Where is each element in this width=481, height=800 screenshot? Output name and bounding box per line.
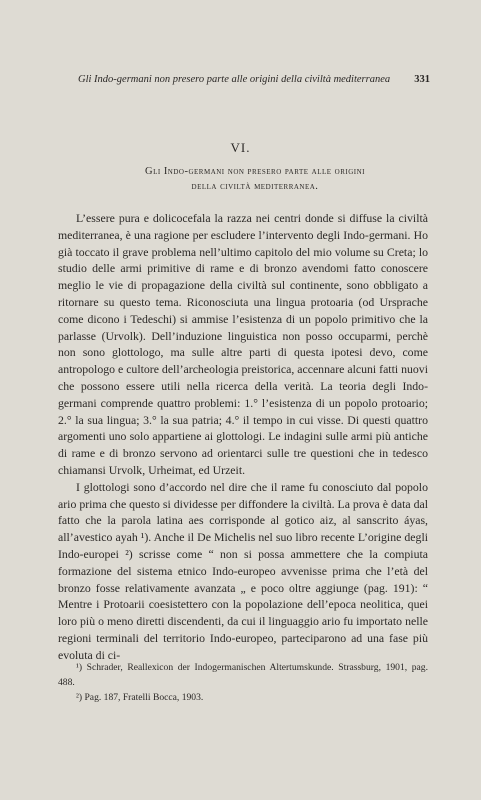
running-header [78,74,430,85]
footnote-1: ¹) Schrader, Reallexicon der Indogermanischen Altertumskunde. Strassburg, 1901, pag. 488. [58,662,428,688]
body-text [58,210,428,664]
footnotes [58,660,428,705]
chapter-title-line1: Gli Indo-germani non presero parte alle origini [145,166,365,177]
page-number: 331 [414,74,430,85]
chapter-number: VI. [230,140,251,155]
footnote-2: ²) Pag. 187, Fratelli Bocca, 1903. [76,692,204,703]
chapter-title-line2: della civiltà mediterranea. [191,181,319,192]
paragraph-2: I glottologi sono d’accordo nel dire che il rame fu conosciuto dal popolo ario prima che questo si dividesse per diffondere la civiltà. La prova è data dal fatto che la parola latina aes corrisponde al gotico aiz, al sanscrito áyas, all’avestico ayah ¹). Anche il De Michelis nel suo libro recente L’origine degli Indo-europei ²) scrisse come “ non si possa ammettere che la compiuta formazione del sistema etnico Indo-europeo avvenisse prima che l’età del bronzo fosse relativamente avanzata „ e poco oltre aggiunge (pag. 191): “ Mentre i Protoarii coesistettero con la popolazione dell’epoca neolitica, quei loro più o meno diretti discendenti, da cui il linguaggio ario fu importato nelle regioni terminali del territorio Indo-europeo, parteciparono ad una fase più evoluta di ci- [58,479,428,662]
paragraph-1: L’essere pura e dolicocefala la razza nei centri donde si diffuse la civiltà mediterranea, è una ragione per escludere l’intervento degli Indo-germani. Ho già toccato il grave problema nell’ultimo capitolo del mio volume su Creta; lo studio delle armi primitive di rame e di bronzo avendomi fatto conoscere meglio le vie di propagazione della civiltà sul continente, sono obbligato a ritornare su questo tema. Riconosciuta una lingua protoaria (od Ursprache come dicono i Tedeschi) si ammise l’esistenza di un popolo primitivo che la parlasse (Urvolk). Dell’induzione linguistica non posso occuparmi, perchè non sono glottologo, ma sulle altre parti di questa ipotesi devo, come antropologo e cultore dell’archeologia preistorica, accennare alcuni fatti nuovi che possono essere utili nella ricerca della verità. La teoria degli Indo-germani comprende quattro problemi: 1.° l’esistenza di un popolo protoario; 2.° la sua lingua; 3.° la sua patria; 4.° il tempo in cui visse. Di questi quattro argomenti uno solo appartiene ai glottologi. Le indagini sulle armi più antiche di rame e di bronzo servono ad orientarci sulle tre questioni che in tedesco chiamansi Urvolk, Urheimat, ed Urzeit. [58,211,428,477]
running-title: Gli Indo-germani non presero parte alle origini della civiltà mediterranea [78,74,391,85]
chapter-title [70,164,440,194]
